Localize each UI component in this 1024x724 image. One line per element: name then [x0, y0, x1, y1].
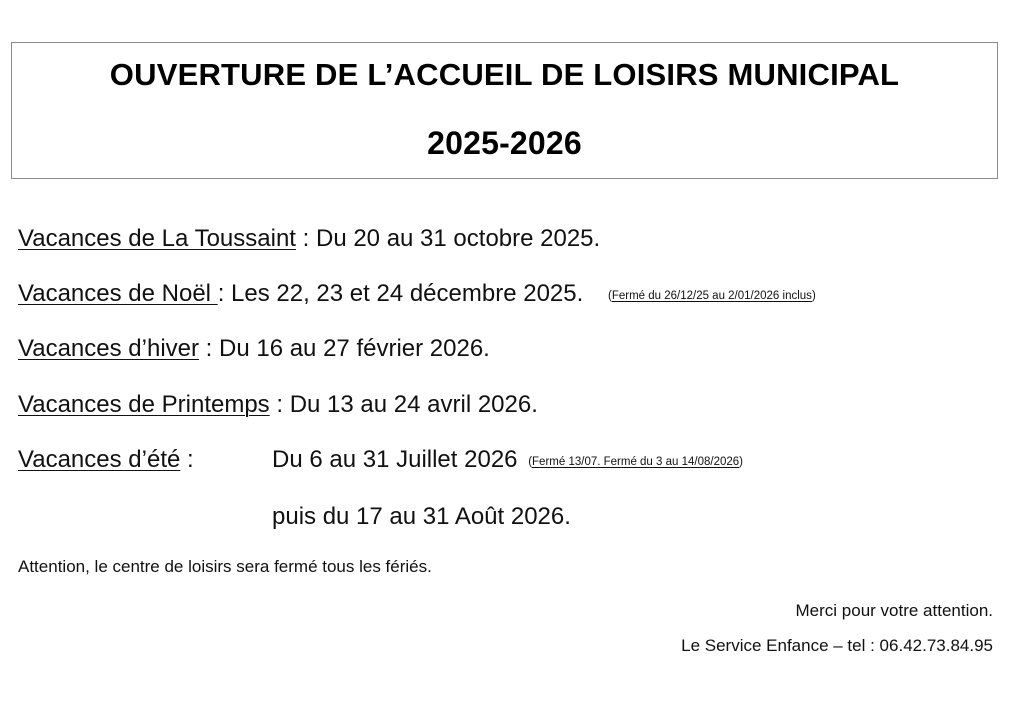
holiday-note: (Fermé du 26/12/25 au 2/01/2026 inclus) [607, 290, 816, 302]
page-year: 2025-2026 [427, 125, 582, 161]
holiday-label: Vacances de Printemps [18, 391, 270, 418]
contact-text: Le Service Enfance – tel : 06.42.73.84.95 [681, 636, 993, 655]
holiday-label: Vacances de La Toussaint [18, 225, 296, 252]
title-box [11, 42, 998, 179]
closure-notice: Attention, le centre de loisirs sera fermé tous les fériés. [18, 557, 432, 576]
holiday-row-toussaint [18, 225, 600, 253]
thanks-text: Merci pour votre attention. [795, 601, 993, 620]
holiday-dates: Du 20 au 31 octobre 2025. [315, 225, 601, 252]
holiday-dates: Du 16 au 27 février 2026. [219, 335, 490, 362]
holiday-row-hiver [18, 335, 490, 363]
holiday-dates: Les 22, 23 et 24 décembre 2025. [231, 280, 584, 307]
holiday-dates: Du 6 au 31 Juillet 2026 [272, 446, 518, 473]
holiday-row-ete [18, 446, 194, 474]
holiday-label: Vacances d’été [18, 446, 181, 473]
holiday-ete-dates-line1 [272, 446, 743, 474]
holiday-label: Vacances de Noël [18, 280, 218, 307]
holiday-note: (Fermé 13/07. Fermé du 3 au 14/08/2026) [528, 456, 744, 468]
holiday-separator: : [295, 225, 316, 252]
holiday-separator: : [180, 446, 194, 473]
holiday-separator: : [269, 391, 290, 418]
holiday-dates: Du 13 au 24 avril 2026. [289, 391, 538, 418]
holiday-row-printemps [18, 391, 538, 419]
holiday-label: Vacances d’hiver [18, 335, 199, 362]
holiday-ete-dates-line2: puis du 17 au 31 Août 2026. [272, 503, 571, 530]
page-title: OUVERTURE DE L’ACCUEIL DE LOISIRS MUNICIPAL [109, 57, 900, 92]
holiday-row-noel [18, 280, 816, 308]
holiday-separator: : [217, 280, 232, 307]
holiday-separator: : [198, 335, 219, 362]
